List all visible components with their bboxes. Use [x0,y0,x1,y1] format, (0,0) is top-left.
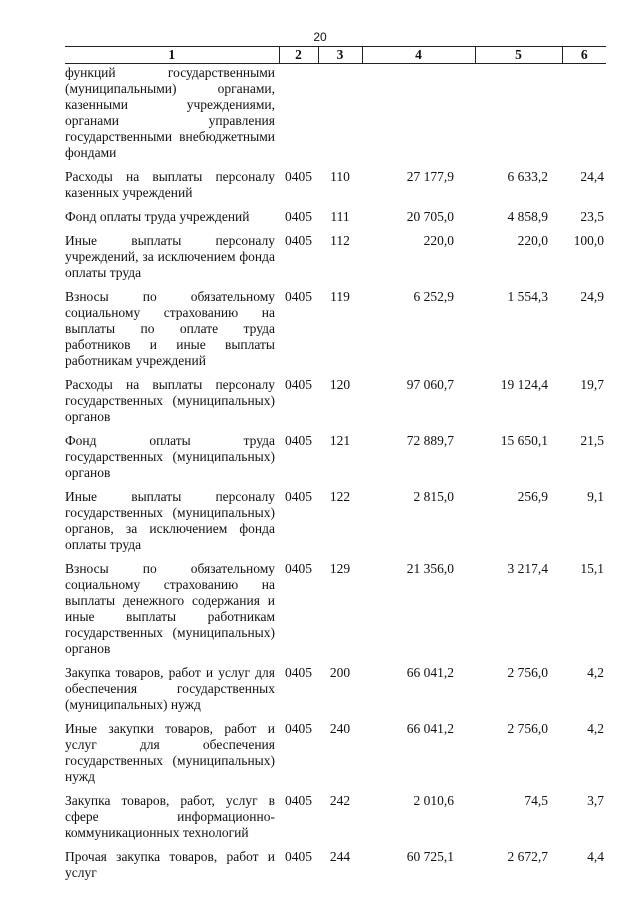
table-row [65,201,606,225]
row-plan-amount: 97 060,7 [406,377,454,392]
row-expense-type: 110 [330,169,350,184]
row-plan-amount: 6 252,9 [413,289,454,304]
header-col-3: 3 [318,47,362,64]
row-percent: 21,5 [580,433,604,448]
table-row [65,481,606,553]
header-col-6: 6 [562,47,606,64]
row-section-code: 0405 [285,793,312,808]
table-body [65,64,606,882]
row-expense-type: 111 [330,209,350,224]
row-name: Закупка товаров, работ и услуг для обеспечения государственных (муниципальных) нужд [65,665,275,712]
row-plan-amount: 66 041,2 [406,721,454,736]
row-section-code: 0405 [285,849,312,864]
header-col-1: 1 [65,47,279,64]
row-section-code: 0405 [285,233,312,248]
row-expense-type: 242 [329,793,351,808]
row-actual-amount: 256,9 [517,489,548,504]
row-actual-amount: 220,0 [517,233,548,248]
row-actual-amount: 19 124,4 [500,377,548,392]
row-actual-amount: 15 650,1 [500,433,548,448]
row-name: Расходы на выплаты персоналу государственных (муниципальных) органов [65,377,275,424]
row-expense-type: 129 [329,561,351,576]
table-header [65,47,606,64]
row-actual-amount: 2 756,0 [507,665,548,680]
row-section-code [279,64,318,162]
row-percent: 3,7 [587,793,604,808]
row-expense-type: 200 [329,665,351,680]
row-section-code: 0405 [285,665,312,680]
row-section-code: 0405 [285,721,312,736]
page-number: 20 [313,30,327,44]
row-plan-amount [362,64,475,162]
row-plan-amount: 21 356,0 [406,561,454,576]
row-actual-amount [475,64,562,162]
row-percent: 23,5 [580,209,604,224]
row-section-code: 0405 [285,289,312,304]
row-percent: 4,2 [587,665,604,680]
row-expense-type: 240 [329,721,351,736]
row-section-code: 0405 [285,169,312,184]
row-percent: 24,4 [580,169,604,184]
row-expense-type: 122 [329,489,351,504]
row-name: Иные выплаты персоналу государственных (муниципальных) органов, за исключением фонда оплаты труда [65,489,275,552]
row-plan-amount: 2 815,0 [413,489,454,504]
row-percent: 100,0 [573,233,604,248]
header-col-2: 2 [279,47,318,64]
row-name: функций государственными (муниципальными) органами, казенными учреждениями, органами управления государственными внебюджетными фондами [65,65,275,160]
row-plan-amount: 66 041,2 [406,665,454,680]
header-row [65,47,606,64]
row-actual-amount: 6 633,2 [507,169,548,184]
row-actual-amount: 2 756,0 [507,721,548,736]
row-percent [562,64,606,162]
row-name: Фонд оплаты труда государственных (муниципальных) органов [65,433,275,480]
row-actual-amount: 74,5 [524,793,548,808]
row-expense-type: 120 [329,377,351,392]
row-plan-amount: 20 705,0 [406,209,454,224]
table-row [65,161,606,201]
row-name: Иные закупки товаров, работ и услуг для обеспечения государственных (муниципальных) нужд [65,721,275,784]
row-name: Расходы на выплаты персоналу казенных учреждений [65,169,275,200]
row-percent: 15,1 [580,561,604,576]
table-row [65,225,606,281]
table-row [65,785,606,841]
row-name: Прочая закупка товаров, работ и услуг [65,849,275,880]
table-row [65,425,606,481]
table-row [65,657,606,713]
row-expense-type [318,64,362,162]
row-section-code: 0405 [285,433,312,448]
header-col-4: 4 [362,47,475,64]
row-plan-amount: 72 889,7 [406,433,454,448]
row-expense-type: 121 [329,433,351,448]
row-percent: 4,4 [587,849,604,864]
row-percent: 9,1 [587,489,604,504]
row-section-code: 0405 [285,377,312,392]
table-row [65,713,606,785]
table-row [65,369,606,425]
row-actual-amount: 2 672,7 [507,849,548,864]
row-section-code: 0405 [285,209,312,224]
header-col-5: 5 [475,47,562,64]
table-row [65,281,606,369]
row-expense-type: 119 [330,289,350,304]
row-section-code: 0405 [285,561,312,576]
row-section-code: 0405 [285,489,312,504]
row-plan-amount: 2 010,6 [413,793,454,808]
row-name: Взносы по обязательному социальному страхованию на выплаты денежного содержания и иные выплаты работникам государственных (муниципальных) органов [65,561,275,656]
row-percent: 24,9 [580,289,604,304]
row-expense-type: 244 [329,849,351,864]
row-actual-amount: 3 217,4 [507,561,548,576]
row-name: Иные выплаты персоналу учреждений, за исключением фонда оплаты труда [65,233,275,280]
row-expense-type: 112 [330,233,350,248]
row-plan-amount: 27 177,9 [406,169,454,184]
row-actual-amount: 4 858,9 [507,209,548,224]
table-row [65,64,606,162]
row-percent: 19,7 [580,377,604,392]
table-row [65,841,606,881]
row-name: Взносы по обязательному социальному страхованию на выплаты по оплате труда работников и иные выплаты работникам учреждений [65,289,275,368]
row-plan-amount: 60 725,1 [406,849,454,864]
budget-table [65,46,606,881]
row-actual-amount: 1 554,3 [507,289,548,304]
table-row [65,553,606,657]
row-name: Фонд оплаты труда учреждений [65,209,250,224]
row-name: Закупка товаров, работ, услуг в сфере информационно-коммуникационных технологий [65,793,275,840]
row-plan-amount: 220,0 [423,233,454,248]
row-percent: 4,2 [587,721,604,736]
